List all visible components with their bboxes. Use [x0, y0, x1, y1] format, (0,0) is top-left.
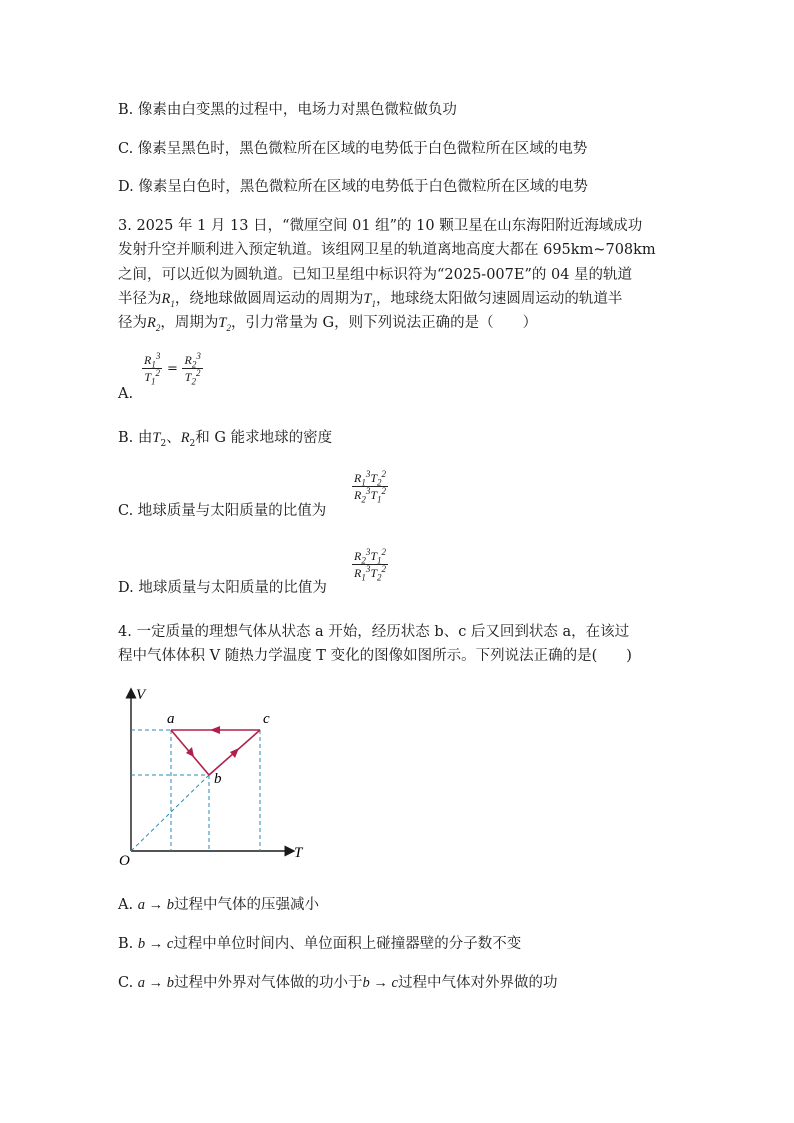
dash-origin-to-b: [131, 775, 209, 851]
q3-option-c-formula: $\frac{R_1^3T_2^2}{R_2^3T_1^2}$: [354, 469, 387, 505]
q3-stem-line2: 发射升空并顺利进入预定轨道。该组网卫星的轨道离地高度大都在 695km~708km: [118, 242, 656, 258]
q3-stem-line5: 径为$R_2$，周期为$T_2$，引力常量为 G，则下列说法正确的是（ ）: [118, 315, 538, 333]
point-a-label: a: [167, 711, 175, 727]
arrow-b-to-c: [230, 748, 239, 758]
q3-option-c: C. 地球质量与太阳质量的比值为: [118, 503, 327, 519]
vt-diagram: [112, 683, 322, 868]
arrow-c-to-a: [210, 726, 220, 734]
q4-option-b: B. b → c过程中单位时间内、单位面积上碰撞器壁的分子数不变: [118, 936, 522, 952]
q2-option-d: D. 像素呈白色时，黑色微粒所在区域的电势低于白色微粒所在区域的电势: [118, 179, 588, 195]
q3-stem-line3: 之间，可以近似为圆轨道。已知卫星组中标识符为“2025-007E”的 04 星的轨道: [118, 267, 633, 283]
q4-option-a: A. a → b过程中气体的压强减小: [118, 897, 319, 913]
q3-option-a-formula: $\frac{R_1^3}{T_1^2}$ = $\frac{R_2^3}{T_2^2}$: [144, 351, 201, 387]
q3-stem-line4: 半径为$R_1$，绕地球做圆周运动的周期为$T_1$，地球绕太阳做匀速圆周运动的轨道半: [118, 291, 623, 309]
q3-stem-line1: 3. 2025 年 1 月 13 日，“微厘空间 01 组”的 10 颗卫星在山东海阳附近海域成功: [118, 218, 643, 234]
q4-stem-line2: 程中气体体积 V 随热力学温度 T 变化的图像如图所示。下列说法正确的是( ): [118, 648, 632, 664]
q4-stem-line1: 4. 一定质量的理想气体从状态 a 开始，经历状态 b、c 后又回到状态 a，在该过: [118, 624, 630, 640]
origin-label: O: [119, 853, 130, 868]
point-b-label: b: [214, 771, 222, 787]
t-axis-label: T: [294, 845, 303, 861]
q4-option-c: C. a → b过程中外界对气体做的功小于b → c过程中气体对外界做的功: [118, 975, 558, 991]
point-c-label: c: [263, 711, 270, 727]
q3-option-d: D. 地球质量与太阳质量的比值为: [118, 580, 327, 596]
q2-option-c: C. 像素呈黑色时，黑色微粒所在区域的电势低于白色微粒所在区域的电势: [118, 141, 588, 157]
q3-option-b: B. 由$T_2$、$R_2$和 G 能求地球的密度: [118, 430, 333, 449]
q3-option-d-formula: $\frac{R_2^3T_1^2}{R_1^3T_2^2}$: [354, 547, 387, 583]
q3-option-a-label: A.: [118, 386, 134, 402]
q2-option-b: B. 像素由白变黑的过程中，电场力对黑色微粒做负功: [118, 102, 457, 118]
v-axis-label: V: [136, 687, 146, 703]
